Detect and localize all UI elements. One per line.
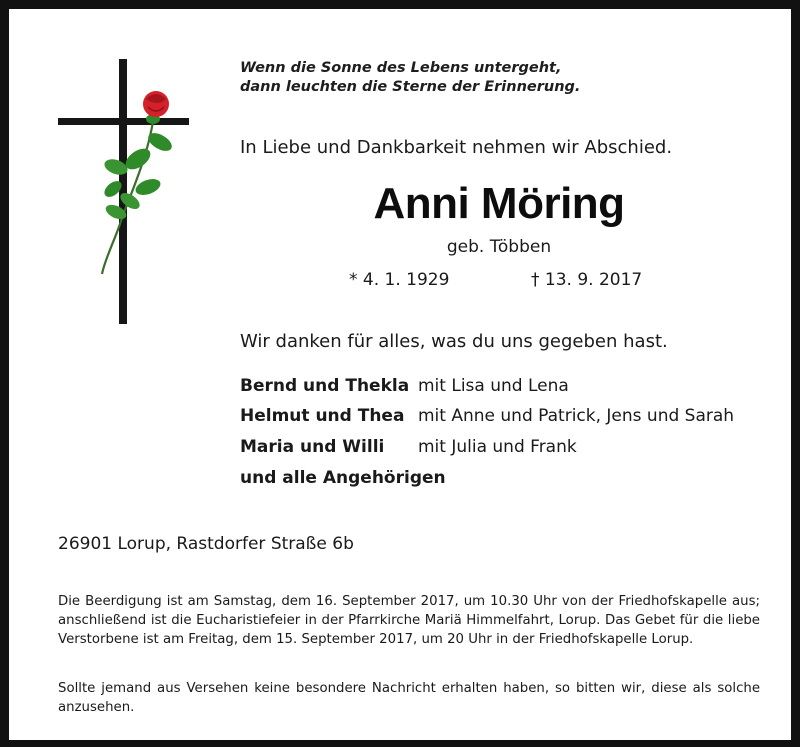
family-name: und alle Angehörigen xyxy=(240,468,446,488)
family-children: mit Anne und Patrick, Jens und Sarah xyxy=(418,406,735,426)
motto-line-1: Wenn die Sonne des Lebens untergeht, xyxy=(240,60,562,76)
thanks-line: Wir danken für alles, was du uns gegeben hast. xyxy=(240,331,668,352)
family-children: mit Lisa und Lena xyxy=(418,376,569,396)
motto xyxy=(240,59,580,97)
maiden-name: geb. Többen xyxy=(446,237,552,257)
death-date: † 13. 9. 2017 xyxy=(531,270,643,290)
cross-with-rose-icon xyxy=(58,59,193,327)
family-name: Bernd und Thekla xyxy=(240,376,410,396)
family-name: Maria und Willi xyxy=(240,437,385,457)
funeral-notice: Die Beerdigung ist am Samstag, dem 16. September 2017, um 10.30 Uhr von der Friedhofskapelle aus; anschließend ist die Eucharistiefeier in der Pfarrkirche Mariä Himmelfahrt, Lorup. Das Gebet für die liebe Verstorbene ist am Freitag, dem 15. September 2017, um 20 Uhr in der Friedhofskapelle Lorup. xyxy=(58,594,760,647)
farewell-intro: In Liebe und Dankbarkeit nehmen wir Abschied. xyxy=(240,137,673,158)
birth-date: * 4. 1. 1929 xyxy=(349,270,450,290)
cross-icon xyxy=(58,59,189,324)
deceased-name: Anni Möring xyxy=(373,179,625,228)
motto-line-2: dann leuchten die Sterne der Erinnerung. xyxy=(240,79,581,95)
address: 26901 Lorup, Rastdorfer Straße 6b xyxy=(58,534,354,554)
notice-disclaimer: Sollte jemand aus Versehen keine besondere Nachricht erhalten haben, so bitten wir, diese als solche anzusehen. xyxy=(58,681,760,715)
family-name: Helmut und Thea xyxy=(240,406,405,426)
family-children: mit Julia und Frank xyxy=(418,437,577,457)
